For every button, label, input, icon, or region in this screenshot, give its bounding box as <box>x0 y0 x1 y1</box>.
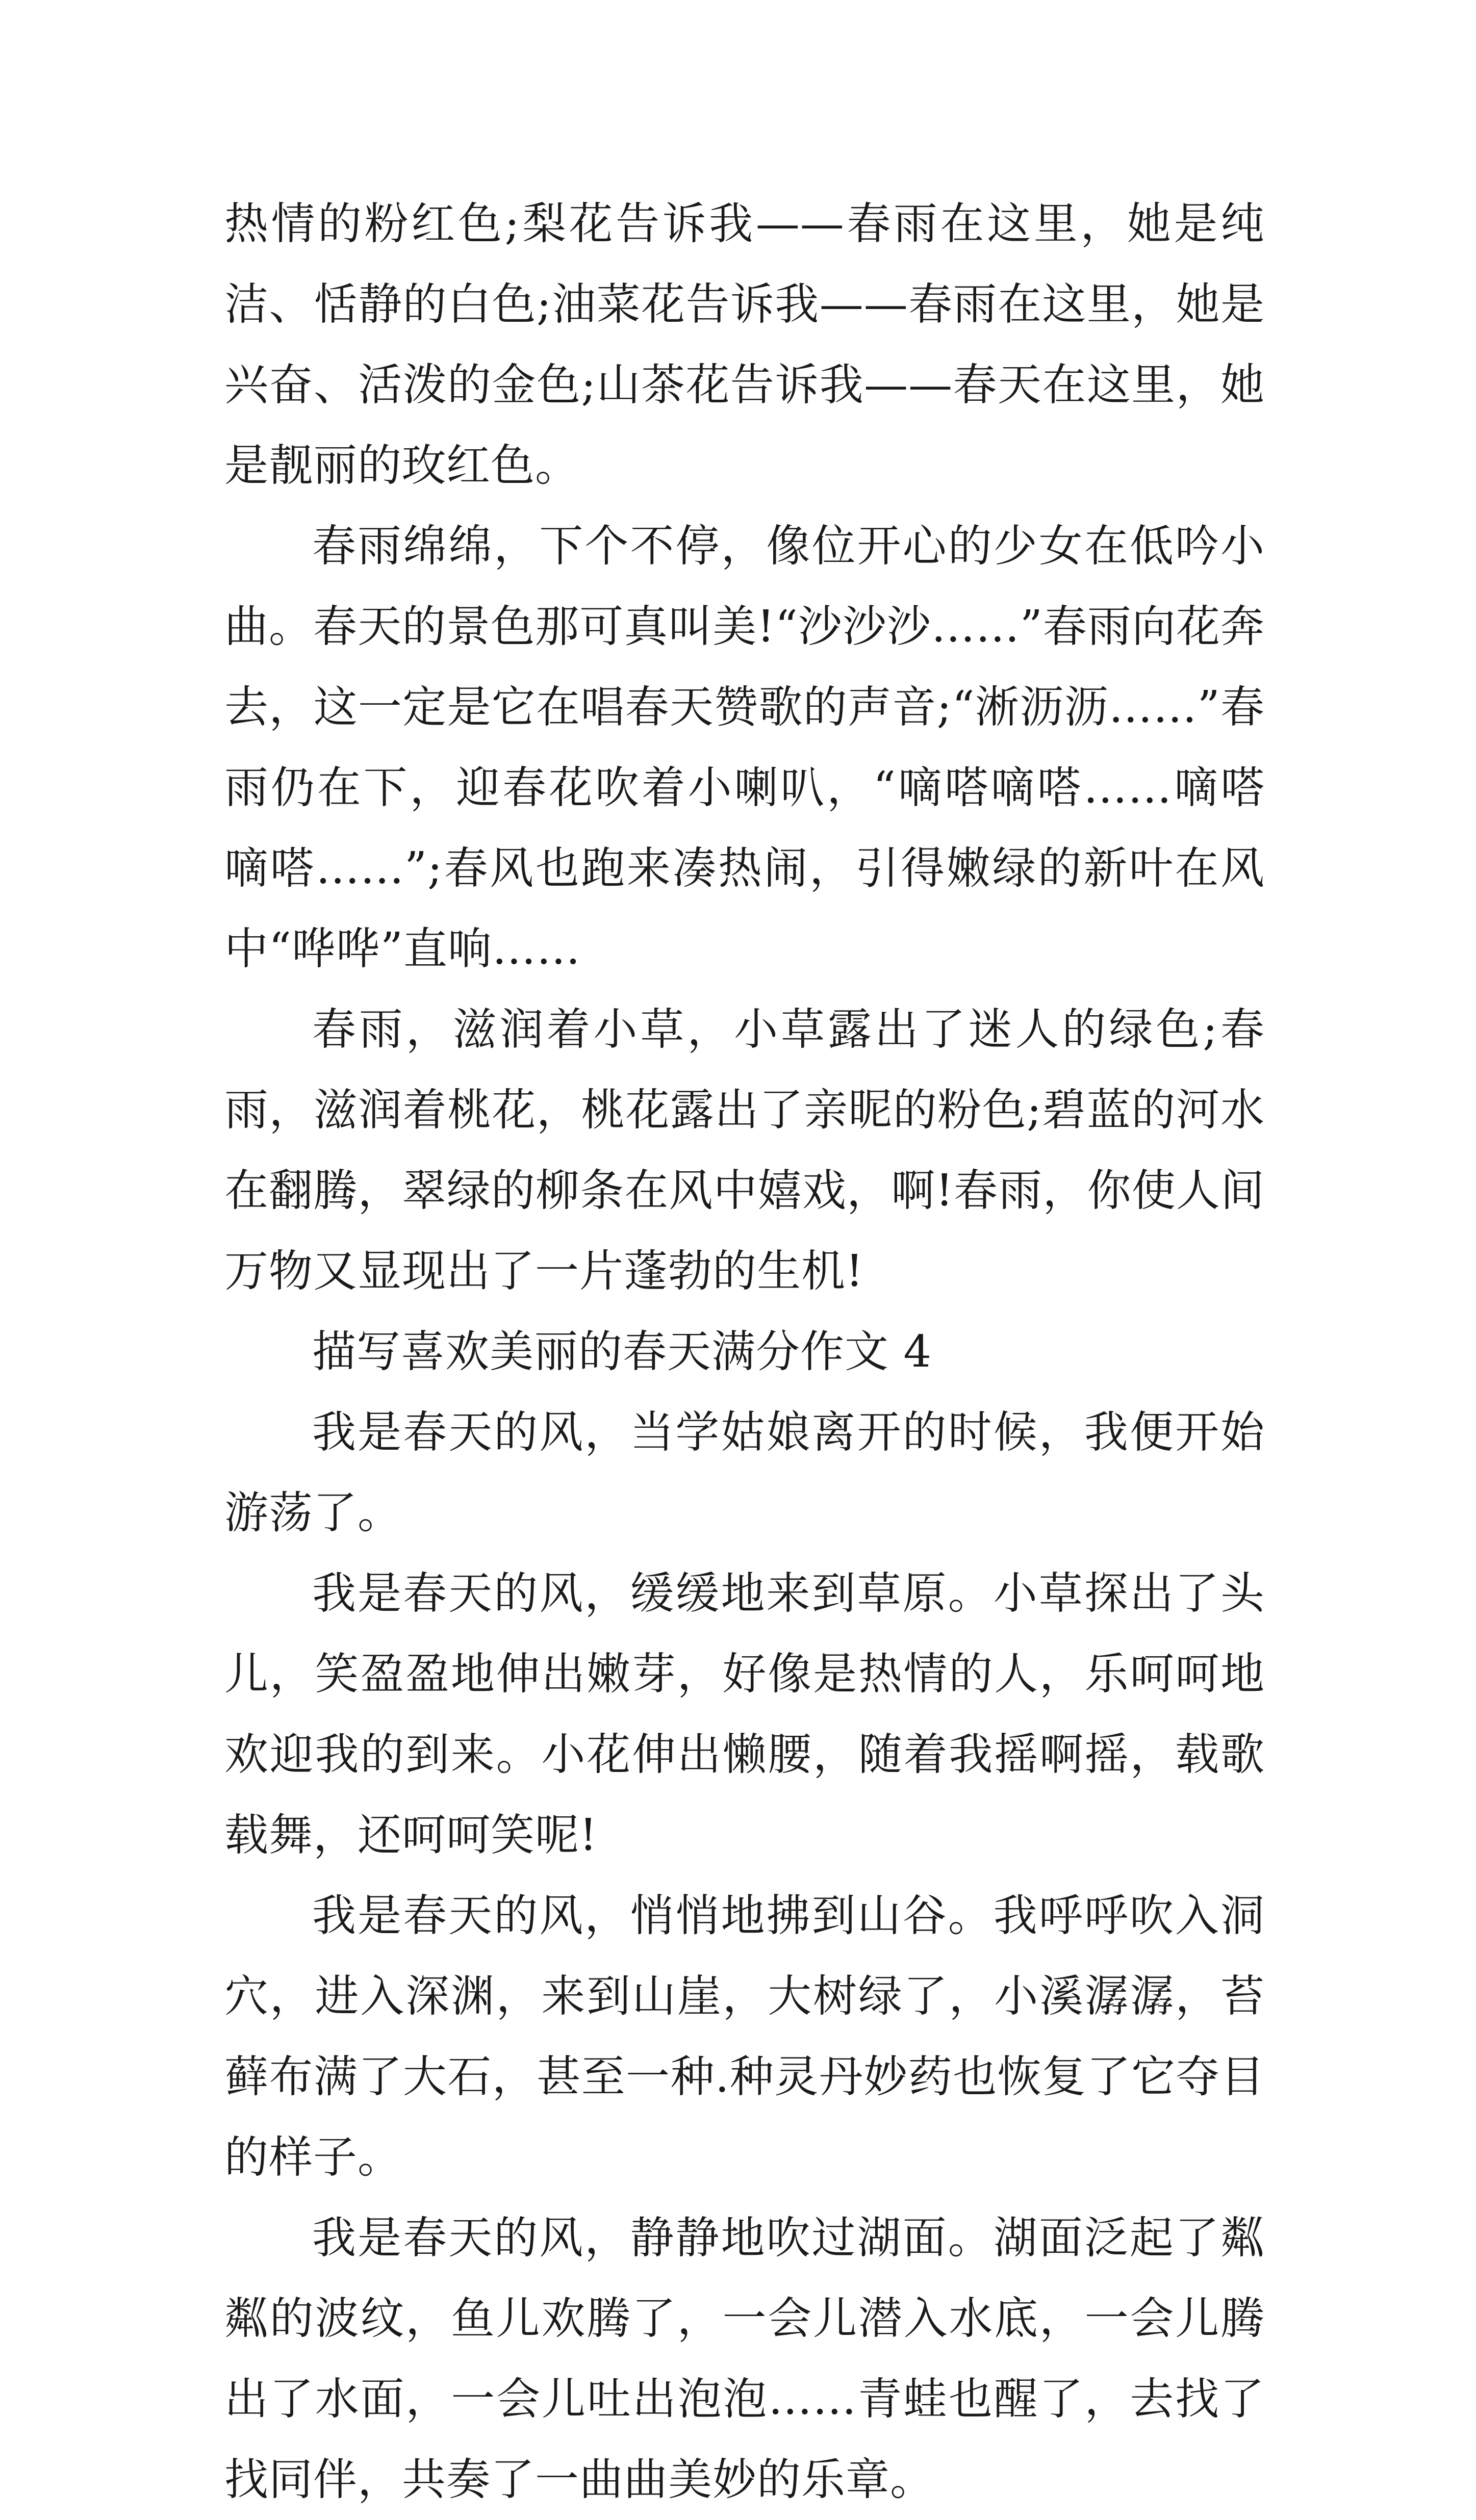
paragraph-7: 我是春天的风，静静地吹过湖面。湖面泛起了粼粼的波纹，鱼儿欢腾了，一会儿潜入水底，一会儿腾出了水面，一会儿吐出泡泡……青蛙也醒了，去找了找同伴，共奏了一曲曲美妙的乐章。 <box>224 2213 1265 2505</box>
section-heading: 描写喜欢美丽的春天满分作文 4 <box>312 1326 932 1377</box>
paragraph-6: 我是春天的风，悄悄地拂到山谷。我呼呼吹入洞穴，进入深渊，来到山崖，大树绿了，小溪潺潺，苔藓布满了大石，甚至一种.种灵丹妙药也恢复了它夺目的样子。 <box>224 1890 1265 2183</box>
paragraph-4: 我是春天的风，当学姑娘离开的时候，我便开始游荡了。 <box>224 1407 1265 1538</box>
paragraph-3: 春雨，滋润着小草，小草露出了迷人的绿色;春雨，滋润着桃花，桃花露出了亲昵的粉色;碧蓝的河水在翻腾，翠绿的柳条在风中嬉戏，啊!春雨，你使人间万物又显现出了一片蓬勃的生机! <box>224 1004 1265 1297</box>
paragraph-2: 春雨绵绵，下个不停，像位开心的少女在低吟小曲。春天的景色那可真叫美!“沙沙沙……”春雨向花奔去，这一定是它在唱春天赞歌的声音;“淅沥沥……”春雨仍在下，迎春花吹着小喇叭，“嘀嗒嘀嗒……嘀嗒嘀嗒……”;春风也跑来凑热闹，引得嫩绿的新叶在风中“哗哗”直响…… <box>224 521 1265 974</box>
paragraph-1: 热情的粉红色;梨花告诉我——春雨在这里，她是纯洁、恬静的白色;油菜花告诉我——春雨在这里，她是兴奋、活泼的金色;山茶花告诉我——春天在这里，她是靓丽的玫红色。 <box>224 198 1265 491</box>
document-body <box>224 184 1265 2520</box>
paragraph-5: 我是春天的风，缓缓地来到草原。小草探出了头儿，笑盈盈地伸出嫩芽，好像是热情的人，乐呵呵地欢迎我的到来。小花伸出懒腰，随着我摇啊摇，载歌载舞，还呵呵笑呢! <box>224 1568 1265 1861</box>
